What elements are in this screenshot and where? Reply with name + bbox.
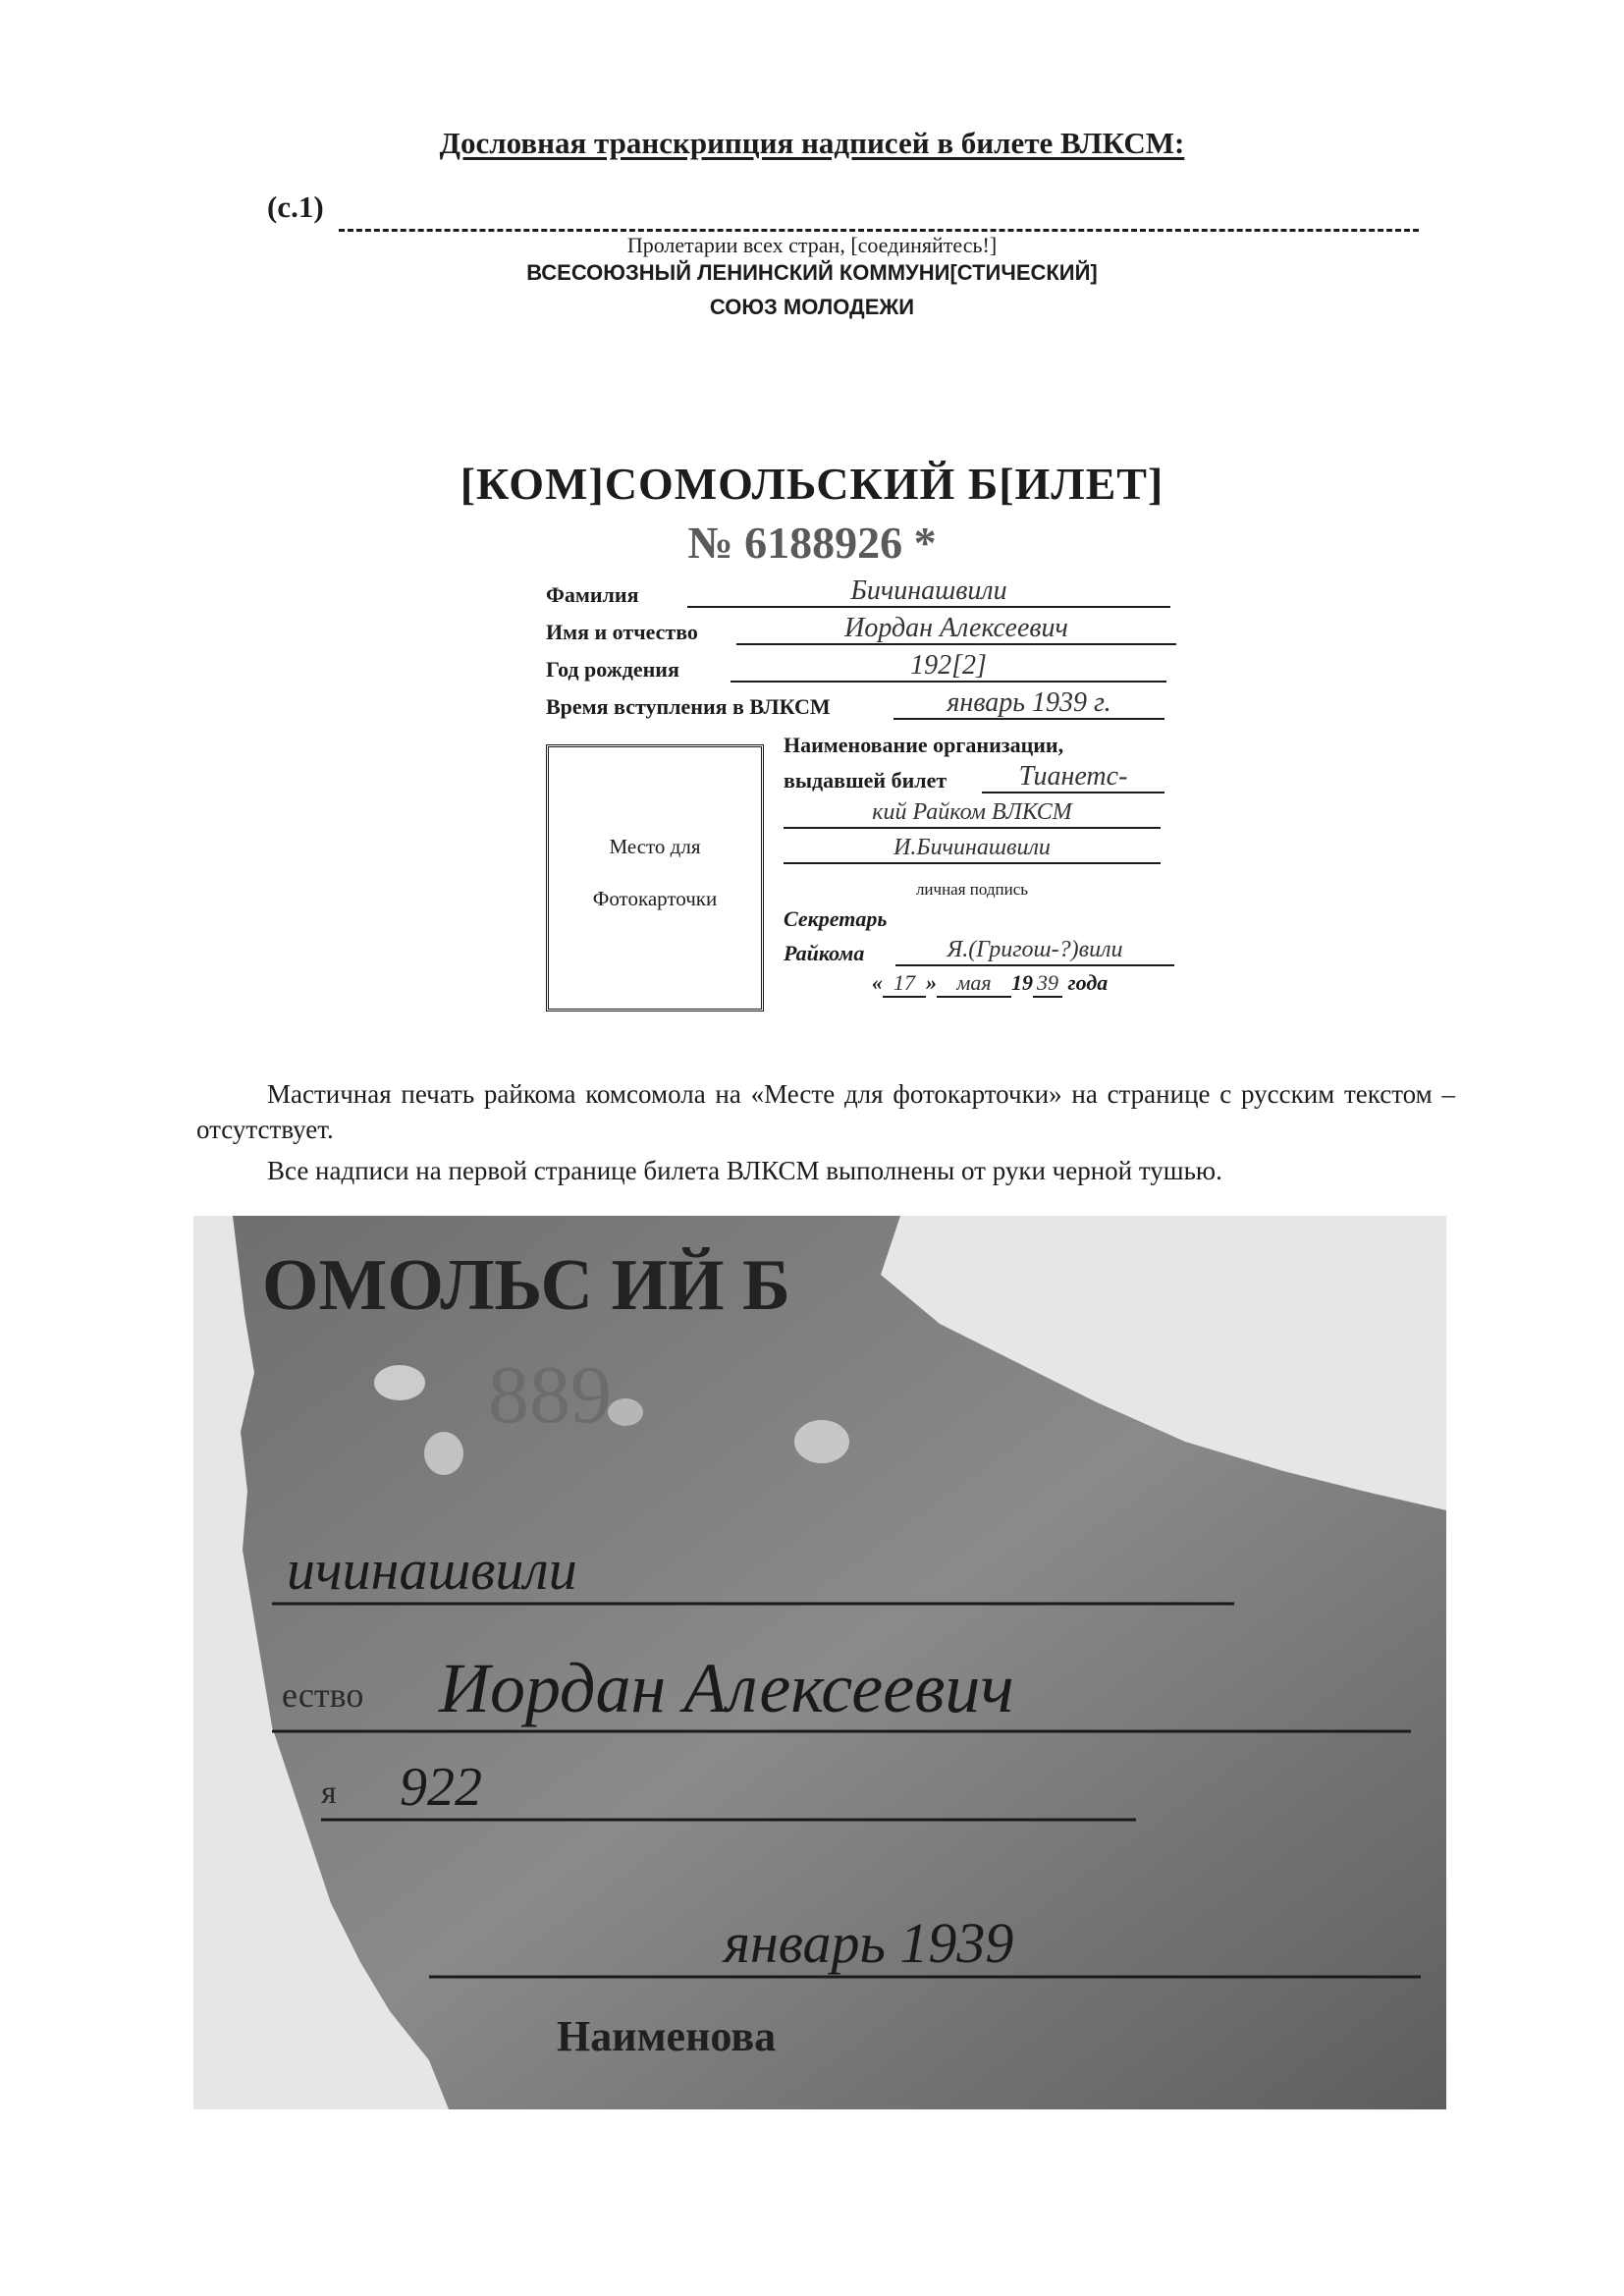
note-paragraph-stamp: Мастичная печать райкома комсомола на «Месте для фотокарточки» на странице с русским текстом – отсутствует.	[196, 1079, 1455, 1144]
holder-signature-value: И.Бичинашвили	[784, 833, 1161, 864]
worn-spot	[608, 1398, 643, 1426]
date-day-value: 17	[883, 970, 926, 998]
issue-date	[872, 970, 1108, 998]
union-name-line-1: ВСЕСОЮЗНЫЙ ЛЕНИНСКИЙ КОММУНИ[СТИЧЕСКИЙ]	[526, 260, 1098, 285]
date-close-quote: »	[926, 970, 937, 995]
organization-label-line-2: выдавшей билет	[784, 768, 947, 793]
photo-placeholder-line-1: Место для	[609, 835, 701, 858]
birth-year-value: 192[2]	[731, 651, 1166, 683]
worn-spot	[424, 1432, 463, 1475]
scan-organization-label: Наименова	[557, 2012, 777, 2060]
slogan-text: Пролетарии всех стран, [соединяйтесь!]	[626, 233, 998, 257]
scan-year-handwriting: 922	[400, 1757, 482, 1818]
surname-value: Бичинашвили	[687, 576, 1170, 608]
join-date-value: январь 1939 г.	[893, 688, 1164, 720]
page-reference: (с.1)	[267, 190, 324, 224]
scan-number-fragment: 889	[488, 1349, 612, 1441]
date-year-value: 39	[1033, 970, 1062, 998]
scan-join-handwriting: январь 1939	[724, 1911, 1014, 1975]
date-century: 19	[1011, 970, 1033, 995]
date-open-quote: «	[872, 970, 883, 995]
note-paragraph-ink: Все надписи на первой странице билета ВЛКСМ выполнены от руки черной тушью.	[267, 1156, 1222, 1185]
date-suffix: года	[1067, 970, 1109, 995]
name-value: Иордан Алексеевич	[736, 614, 1176, 645]
surname-label: Фамилия	[546, 582, 639, 607]
scan-printed-heading: ОМОЛЬС ИЙ Б	[262, 1245, 790, 1326]
ticket-scan-graphic	[193, 1216, 1446, 2109]
scan-name-handwriting: Иордан Алексеевич	[439, 1649, 1014, 1727]
ticket-number: № 6188926 *	[687, 518, 937, 568]
organization-label-line-1: Наименование организации,	[784, 733, 1064, 757]
date-month-value: мая	[937, 970, 1011, 998]
raikom-label: Райкома	[784, 941, 865, 965]
name-label: Имя и отчество	[546, 620, 698, 644]
organization-value-line-2: кий Райком ВЛКСМ	[784, 797, 1161, 829]
worn-spot	[374, 1365, 425, 1400]
dashed-divider	[339, 229, 1419, 232]
scan-surname-handwriting: ичинашвили	[287, 1538, 577, 1602]
ticket-scan-photo	[193, 1216, 1446, 2109]
organization-value-line-1: Тианетс-	[982, 762, 1164, 793]
worn-spot	[794, 1420, 849, 1463]
union-name-line-2: СОЮЗ МОЛОДЕЖИ	[709, 295, 915, 319]
photo-placeholder-frame	[546, 744, 764, 1011]
birth-year-label: Год рождения	[546, 657, 679, 682]
join-date-label: Время вступления в ВЛКСМ	[546, 694, 831, 719]
scan-name-printed-label: ество	[282, 1675, 364, 1715]
ticket-heading: [КОМ]СОМОЛЬСКИЙ Б[ИЛЕТ]	[460, 459, 1164, 509]
photo-placeholder-line-2: Фотокарточки	[592, 887, 718, 910]
document-title: Дословная транскрипция надписей в билете ВЛКСМ:	[439, 126, 1185, 160]
secretary-signature-value: Я.(Григош-?)вили	[895, 935, 1174, 966]
signature-caption: личная подпись	[915, 880, 1029, 899]
scan-year-printed-label: я	[321, 1775, 337, 1811]
secretary-label: Секретарь	[784, 906, 888, 931]
